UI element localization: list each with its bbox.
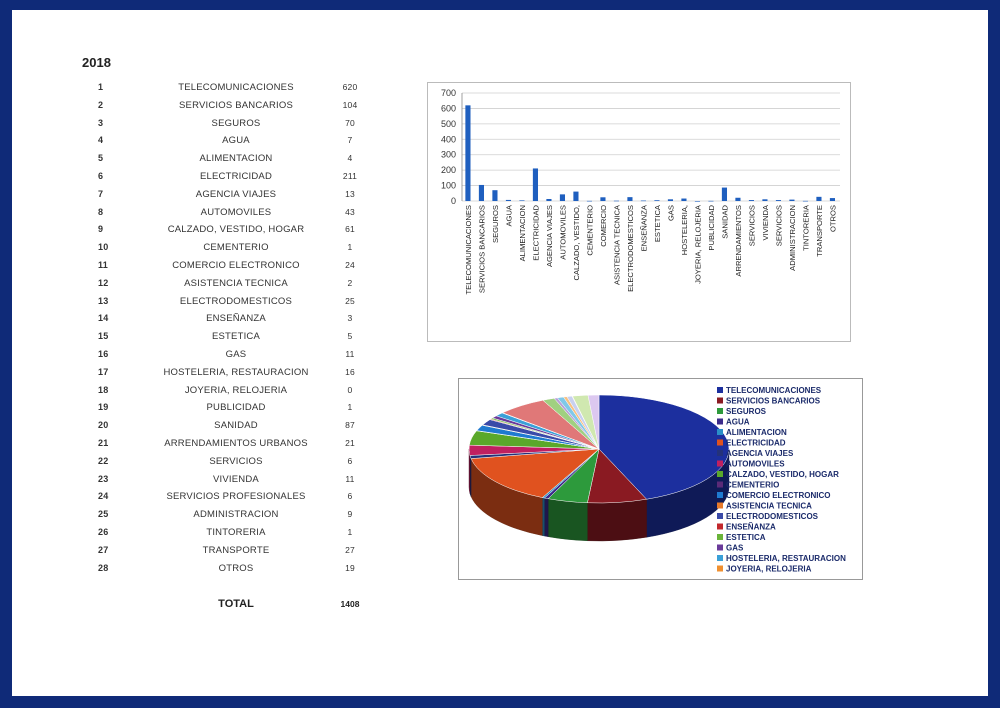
bar [681,199,686,201]
table-row [0,118,400,136]
bar [695,201,700,202]
legend-swatch [717,482,723,488]
legend-label: ELECTRICIDAD [726,438,786,448]
row-category: SERVICIOS [209,455,263,467]
x-tick-label: SERVICIOS BANCARIOS [477,205,487,294]
row-value: 2 [347,277,353,288]
legend-swatch [717,513,723,519]
row-number: 26 [98,527,109,537]
row-category: SEGUROS [211,117,261,129]
x-tick-label: SERVICIOS [747,205,757,247]
report-year: 2018 [82,55,111,70]
table-row [0,242,400,260]
table-row [0,207,400,225]
x-tick-label: ALIMENTACION [518,205,528,262]
row-number: 7 [98,188,104,199]
row-number: 20 [98,420,109,431]
row-category: AUTOMOVILES [200,206,272,218]
x-tick-label: OTROS [828,205,838,233]
bar [479,185,484,201]
row-value: 7 [347,135,353,146]
bar [465,105,470,201]
y-tick-label: 100 [440,180,456,191]
row-number: 14 [98,313,109,324]
row-number: 13 [98,295,109,306]
legend-swatch [717,566,723,572]
pie-chart [459,379,862,579]
row-category: TELECOMUNICACIONES [178,82,294,93]
row-value: 3 [347,313,353,324]
row-number: 9 [98,224,104,235]
legend-label: ALIMENTACION [726,428,787,437]
row-category: COMERCIO ELECTRONICO [172,260,300,271]
y-tick-label: 0 [450,196,456,206]
legend-label: CALZADO, VESTIDO, HOGAR [726,470,839,479]
table-row [0,296,400,314]
pie-chart-panel [458,378,863,580]
row-value: 19 [345,562,355,573]
row-category: OTROS [218,562,254,574]
row-category: ASISTENCIA TECNICA [184,277,288,289]
table-row [0,385,400,403]
table-row [0,438,400,456]
row-category: CEMENTERIO [203,242,269,254]
legend-swatch [717,387,723,393]
table-row [0,367,400,385]
x-tick-label: HOSTELERIA, [680,205,690,256]
row-value: 61 [345,224,355,235]
legend-swatch [717,524,723,530]
row-value: 620 [342,82,358,92]
legend-label: GAS [726,543,744,553]
row-value: 104 [342,99,358,110]
table-row [0,456,400,474]
x-tick-label: SANIDAD [720,205,730,239]
total-label: TOTAL [218,598,254,610]
bar [600,197,605,201]
legend-label: ENSEÑANZA [726,522,776,532]
bar [492,190,497,201]
legend-label: CEMENTERIO [726,480,780,490]
row-number: 6 [98,171,104,181]
legend-label: ASISTENCIA TECNICA [726,501,812,511]
legend-label: AGUA [726,417,750,427]
x-tick-label: TELECOMUNICACIONES [464,205,474,295]
legend-swatch [717,471,723,477]
pie-slice-side [542,498,544,536]
row-category: GAS [225,349,247,360]
bar [762,199,767,201]
bar [789,200,794,201]
table-row [0,509,400,527]
row-category: AGUA [222,135,250,147]
bar [533,168,538,201]
table-row [0,278,400,296]
row-value: 11 [345,349,355,359]
table-row [0,491,400,509]
x-tick-label: ELECTRODOMESTICOS [626,205,636,292]
bar [816,197,821,201]
x-tick-label: ARRENDAMIENTOS [734,205,744,277]
table-row [0,260,400,278]
x-tick-label: SEGUROS [491,205,501,243]
row-category: PUBLICIDAD [206,402,266,414]
legend-label: HOSTELERIA, RESTAURACION [726,554,846,563]
row-number: 25 [98,509,109,520]
x-tick-label: AGENCIA VIAJES [545,205,555,268]
row-number: 24 [98,491,109,502]
row-category: VIVIENDA [213,473,259,485]
y-tick-label: 600 [440,103,456,114]
bar [519,200,524,201]
y-tick-label: 400 [440,134,456,145]
row-number: 12 [98,277,109,288]
x-tick-label: VIVIENDA [761,205,771,241]
pie-legend [717,386,846,574]
row-number: 5 [98,153,104,164]
legend-swatch [717,555,723,561]
row-value: 13 [345,188,355,199]
bar [803,201,808,202]
bar [614,201,619,202]
bar [506,200,511,201]
table-row [0,82,400,100]
row-value: 1 [347,527,353,537]
bar [722,188,727,201]
x-tick-label: ELECTRICIDAD [531,205,541,261]
row-number: 8 [98,206,104,217]
legend-swatch [717,419,723,425]
x-tick-label: ADMINISTRACION [788,205,798,271]
row-value: 87 [345,420,355,431]
x-tick-label: SERVICIOS [774,205,784,247]
legend-swatch [717,450,723,456]
bar [587,201,592,202]
row-number: 19 [98,402,109,413]
legend-label: ELECTRODOMESTICOS [726,512,819,521]
x-tick-label: PUBLICIDAD [707,205,717,251]
bar [546,199,551,201]
legend-label: ESTETICA [726,533,766,542]
row-value: 21 [345,438,355,448]
row-category: SERVICIOS BANCARIOS [179,99,293,111]
row-value: 16 [345,366,355,377]
legend-swatch [717,545,723,551]
row-number: 16 [98,349,109,359]
y-tick-label: 200 [440,165,456,176]
legend-label: TELECOMUNICACIONES [726,386,822,395]
pie-slice-side [544,498,548,537]
row-category: ARRENDAMIENTOS URBANOS [164,438,308,449]
row-number: 22 [98,455,109,466]
table-row [0,135,400,153]
row-number: 18 [98,384,109,395]
table-row [0,527,400,545]
row-number: 27 [98,544,109,555]
legend-swatch [717,503,723,509]
row-value: 4 [347,153,353,164]
row-value: 43 [345,206,355,217]
row-category: AGENCIA VIAJES [195,188,277,200]
legend-label: COMERCIO ELECTRONICO [726,491,831,500]
table-row [0,171,400,189]
x-tick-label: ESTETICA [653,205,663,243]
row-value: 25 [345,295,355,306]
pie-slice-side [548,499,587,541]
table-row [0,545,400,563]
legend-swatch [717,398,723,404]
row-category: ALIMENTACION [199,153,273,165]
x-tick-label: JOYERIA, RELOJERIA [693,205,703,284]
y-tick-label: 700 [440,88,456,98]
bar [830,198,835,201]
legend-label: JOYERIA, RELOJERIA [726,564,812,574]
row-value: 1 [347,242,353,253]
legend-label: SEGUROS [726,407,767,416]
row-category: ENSEÑANZA [206,313,266,325]
pie-slice-side [587,499,646,541]
row-category: SANIDAD [214,420,258,432]
x-tick-label: CEMENTERIO [585,205,595,256]
row-value: 5 [347,331,353,342]
table-row [0,420,400,438]
table-row [0,349,400,367]
row-category: ELECTRODOMESTICOS [179,295,293,307]
row-number: 28 [98,562,109,573]
x-tick-label: TRANSPORTE [815,205,825,257]
row-number: 3 [98,117,104,128]
row-value: 6 [347,455,353,466]
legend-swatch [717,408,723,414]
table-row [0,313,400,331]
row-value: 6 [347,491,353,502]
x-tick-label: ENSEÑANZA [639,205,649,252]
row-category: HOSTELERIA, RESTAURACION [163,366,309,378]
legend-swatch [717,429,723,435]
legend-label: AGENCIA VIAJES [726,449,794,458]
row-number: 4 [98,135,104,146]
legend-swatch [717,440,723,446]
bar [708,201,713,202]
row-value: 0 [347,384,353,395]
bar [749,200,754,201]
legend-swatch [717,492,723,498]
row-number: 23 [98,473,109,484]
x-tick-label: COMERCIO [599,205,609,247]
bar [735,198,740,201]
table-row [0,100,400,118]
row-value: 11 [345,473,355,484]
row-value: 9 [347,509,353,520]
legend-label: AUTOMOVILES [726,459,785,469]
x-tick-label: TINTORERIA [801,205,811,251]
row-category: TRANSPORTE [202,544,270,556]
legend-swatch [717,461,723,467]
row-category: ELECTRICIDAD [199,171,273,182]
row-number: 17 [98,366,109,377]
row-number: 15 [98,331,109,342]
total-value: 1408 [340,599,360,609]
row-number: 10 [98,242,109,253]
table-row [0,224,400,242]
row-value: 70 [345,117,355,128]
legend-label: SERVICIOS BANCARIOS [726,396,821,406]
bar [627,197,632,201]
row-number: 2 [98,99,104,110]
y-tick-label: 500 [440,118,456,129]
bar [654,200,659,201]
row-category: ADMINISTRACION [193,509,279,521]
table-row [0,474,400,492]
table-row [0,402,400,420]
table-row [0,331,400,349]
row-value: 1 [347,402,353,413]
x-tick-label: CALZADO, VESTIDO, [572,205,582,281]
x-tick-label: GAS [666,205,676,222]
row-category: SERVICIOS PROFESIONALES [166,491,306,503]
table-row [0,189,400,207]
row-category: ESTETICA [211,331,261,343]
row-category: JOYERIA, RELOJERIA [184,384,288,396]
bar-chart [428,83,850,341]
table-row [0,153,400,171]
legend-swatch [717,534,723,540]
bar [668,199,673,201]
x-tick-label: AGUA [504,205,514,227]
bar-chart-panel [427,82,851,342]
row-number: 11 [98,260,108,270]
bar [776,200,781,201]
row-value: 211 [342,171,358,181]
bar [560,194,565,201]
bar [573,192,578,201]
bar [641,201,646,202]
row-category: TINTORERIA [206,527,266,538]
row-value: 24 [345,260,355,270]
table-row [0,563,400,581]
row-value: 27 [345,544,355,555]
pie-top [469,395,729,503]
row-category: CALZADO, VESTIDO, HOGAR [167,224,305,236]
x-tick-label: AUTOMOVILES [558,205,568,260]
y-tick-label: 300 [440,149,456,160]
row-number: 1 [98,82,104,92]
x-tick-label: ASISTENCIA TECNICA [612,205,622,286]
row-number: 21 [98,438,109,448]
